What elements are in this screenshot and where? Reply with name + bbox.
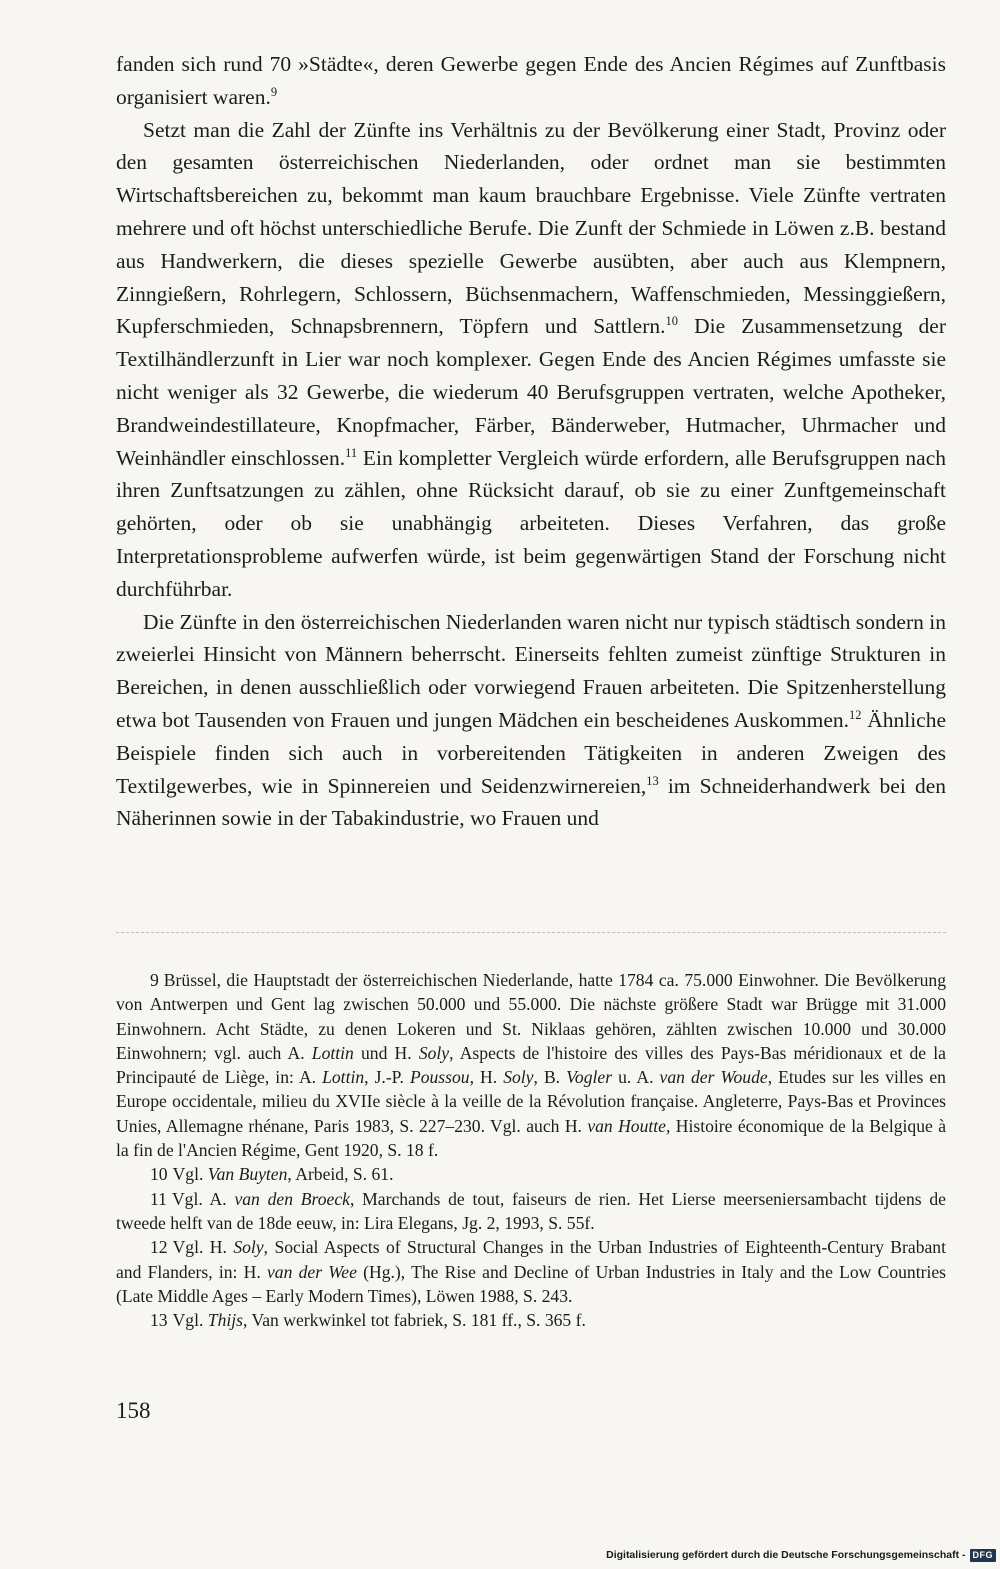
dfg-logo: DFG [970,1549,997,1562]
footnote-13: 13 Vgl. Thijs, Van werkwinkel tot fabriek, S. 181 ff., S. 365 f. [150,1310,586,1331]
main-text [116,48,946,835]
footnote-number: 9 [150,970,159,990]
footnote-number: 11 [150,1188,167,1209]
paragraph-1: fanden sich rund 70 »Städte«, deren Gewerbe gegen Ende des Ancien Régimes auf Zunftbasis organisiert waren.$^9$ [116,52,946,109]
footnotes [116,968,946,1332]
footnote-9: 9 Brüssel, die Hauptstadt der österreichischen Niederlande, hatte 1784 ca. 75.000 Einwohner. Die Bevölkerung von Antwerpen und Gent lag zwischen 50.000 und 55.000. Die nächste größere Stadt war Brügge mit 31.000 Einwohnern. Acht Städte, zu denen Lokeren und St. Niklaas gehören, zählten zwischen 10.000 und 30.000 Einwohnern; vgl. auch A. Lottin und H. Soly, Aspects de l'histoire des villes des Pays-Bas méridionaux et de la Principauté de Liège, in: A. Lottin, J.-P. Poussou, H. Soly, B. Vogler u. A. van der Woude, Etudes sur les villes en Europe occidentale, milieu du XVIIe siècle à la veille de la Révolution française. Angleterre, Pays-Bas et Provinces Unies, Allemagne rhénane, Paris 1983, S. 227–230. Vgl. auch H. van Houtte, Histoire économique de la Belgique à la fin de l'Ancien Régime, Gent 1920, S. 18 f. [116,970,947,1161]
digitization-credit [606,1547,996,1563]
footnote-10: 10 Vgl. Van Buyten, Arbeid, S. 61. [150,1164,394,1185]
paragraph-3: Die Zünfte in den österreichischen Niederlanden waren nicht nur typisch städtisch sondern in zweierlei Hinsicht von Männern beherrscht. Einerseits fehlten zumeist zünftige Strukturen in Bereichen, in denen ausschließlich oder vorwiegend Frauen arbeiteten. Die Spitzenherstellung etwa bot Tausenden von Frauen und jungen Mädchen ein bescheidenes Auskommen.$^{12}$ Ähnliche Beispiele finden sich auch in vorbereitenden Tätigkeiten in anderen Zweigen des Textilgewerbes, wie in Spinnereien und Seidenzwirnereien,$^{13}$ im Schneiderhandwerk bei den Näherinnen sowie in der Tabakindustrie, wo Frauen und [116,609,947,831]
page-number: 158 [116,1398,151,1423]
footnote-divider [116,932,946,934]
footnote-ref-10[interactable]: 10 [665,314,678,329]
footnote-ref-9[interactable]: 9 [270,84,278,99]
footnote-12: 12 Vgl. H. Soly, Social Aspects of Structural Changes in the Urban Industries of Eighteenth-Century Brabant and Flanders, in: H. van der Wee (Hg.), The Rise and Decline of Urban Industries in Italy and the Low Countries (Late Middle Ages – Early Modern Times), Löwen 1988, S. 243. [116,1237,947,1306]
footnote-ref-13[interactable]: 13 [646,773,659,788]
footnote-ref-12[interactable]: 12 [849,707,862,722]
paragraph-2: Setzt man die Zahl der Zünfte ins Verhältnis zu der Bevölkerung einer Stadt, Provinz oder den gesamten österreichischen Niederlanden, oder ordnet man sie bestimmten Wirtschaftsbereichen zu, bekommt man kaum brauchbare Ergebnisse. Viele Zünfte vertraten mehrere und oft höchst unterschiedliche Berufe. Die Zunft der Schmiede in Löwen z.B. bestand aus Handwerkern, die dieses spezielle Gewerbe ausübten, aber auch aus Klempnern, Zinngießern, Rohrlegern, Schlossern, Büchsenmachern, Waffenschmieden, Messinggießern, Kupferschmieden, Schnapsbrennern, Töpfern und Sattlern.$^{10}$ Die Zusammensetzung der Textilhändlerzunft in Lier war noch komplexer. Gegen Ende des Ancien Régimes umfasste sie nicht weniger als 32 Gewerbe, die wiederum 40 Berufsgruppen vertraten, welche Apotheker, Brandweindestillateure, Knopfmacher, Färber, Bänderweber, Hutmacher, Uhrmacher und Weinhändler einschlossen.$^{11}$ Ein kompletter Vergleich würde erfordern, alle Berufsgruppen nach ihren Zunftsatzungen zu zählen, ohne Rücksicht darauf, ob sie zu einer Zunftgemeinschaft gehörten, oder ob sie unabhängig arbeiteten. Dieses Verfahren, das große Interpretationsprobleme aufwerfen würde, ist beim gegenwärtigen Stand der Forschung nicht durchführbar. [116,117,947,601]
footnote-number: 13 [150,1310,168,1331]
footnote-11: 11 Vgl. A. van den Broeck, Marchands de tout, faiseurs de rien. Het Lierse meerseniersambacht tijdens de tweede helft van de 18de eeuw, in: Lira Elegans, Jg. 2, 1993, S. 55f. [116,1188,946,1233]
footnote-number: 10 [150,1164,168,1185]
credit-text: Digitalisierung gefördert durch die Deutsche Forschungsgemeinschaft - [606,1549,966,1561]
footnote-ref-11[interactable]: 11 [345,445,358,460]
footnote-number: 12 [150,1237,168,1258]
